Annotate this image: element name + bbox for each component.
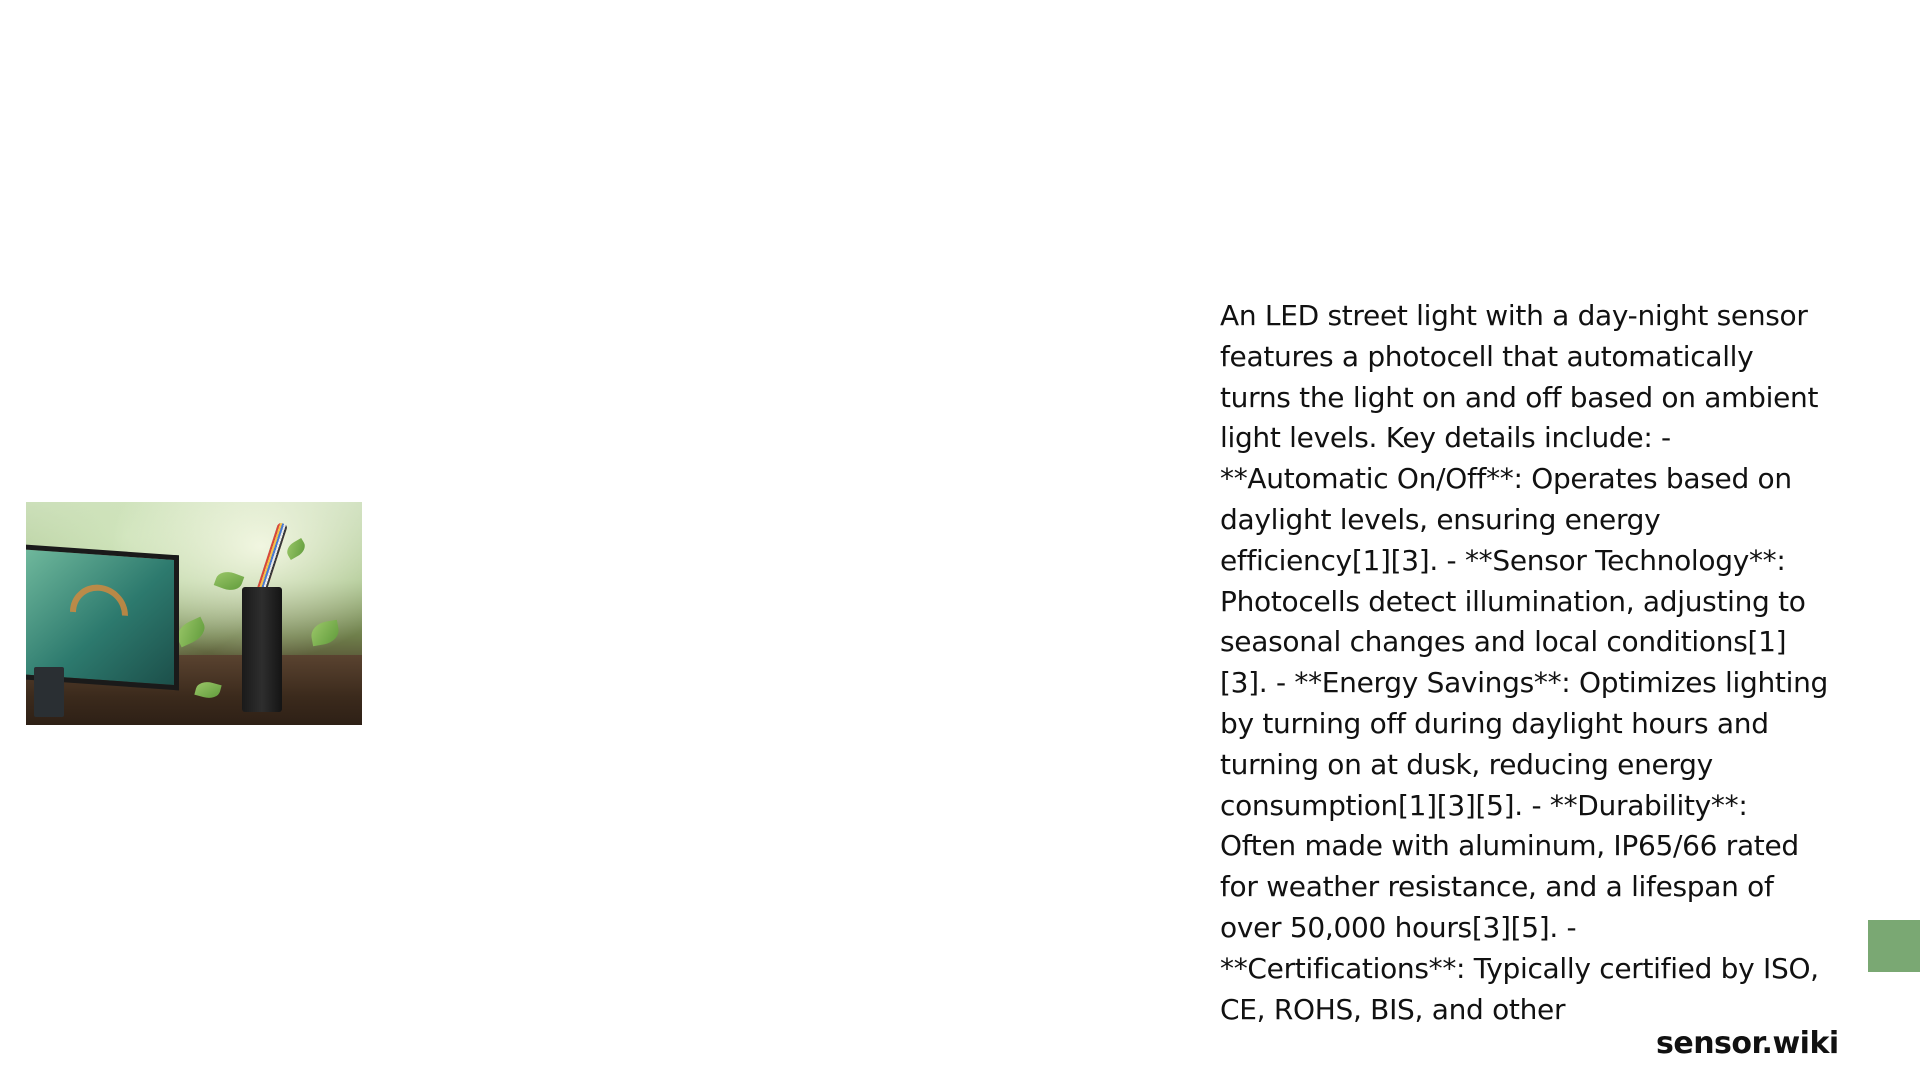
seedling-leaf — [284, 538, 308, 560]
soil-sensor-probe — [242, 587, 282, 712]
brand-watermark: sensor.wiki — [1656, 1026, 1839, 1061]
description-text: An LED street light with a day-night sensor features a photocell that automatically turns the light on and off based on ambient light levels. Key details include: - **Automatic On/Off**: Operates based on daylight levels, ensuring energy efficiency[1][3]. - **Sensor Technology**: Photocells detect illumination, adjusting to seasonal changes and local conditions[1][3]. - **Energy Savings**: Optimizes lighting by turning off during daylight hours and turning on at dusk, reducing energy consumption[1][3][5]. - **Durability**: Often made with aluminum, IP65/66 rated for weather resistance, and a lifespan of over 50,000 hours[3][5]. - **Certifications**: Typically certified by ISO, CE, ROHS, BIS, and other — [1220, 299, 1829, 1026]
circuit-board — [34, 667, 64, 717]
seedling-leaf — [309, 620, 340, 647]
accent-tab — [1868, 920, 1920, 972]
sensor-wire — [256, 522, 288, 594]
seedling-leaf — [214, 568, 245, 594]
gauge-icon — [58, 573, 140, 655]
sensor-photo — [26, 502, 362, 725]
